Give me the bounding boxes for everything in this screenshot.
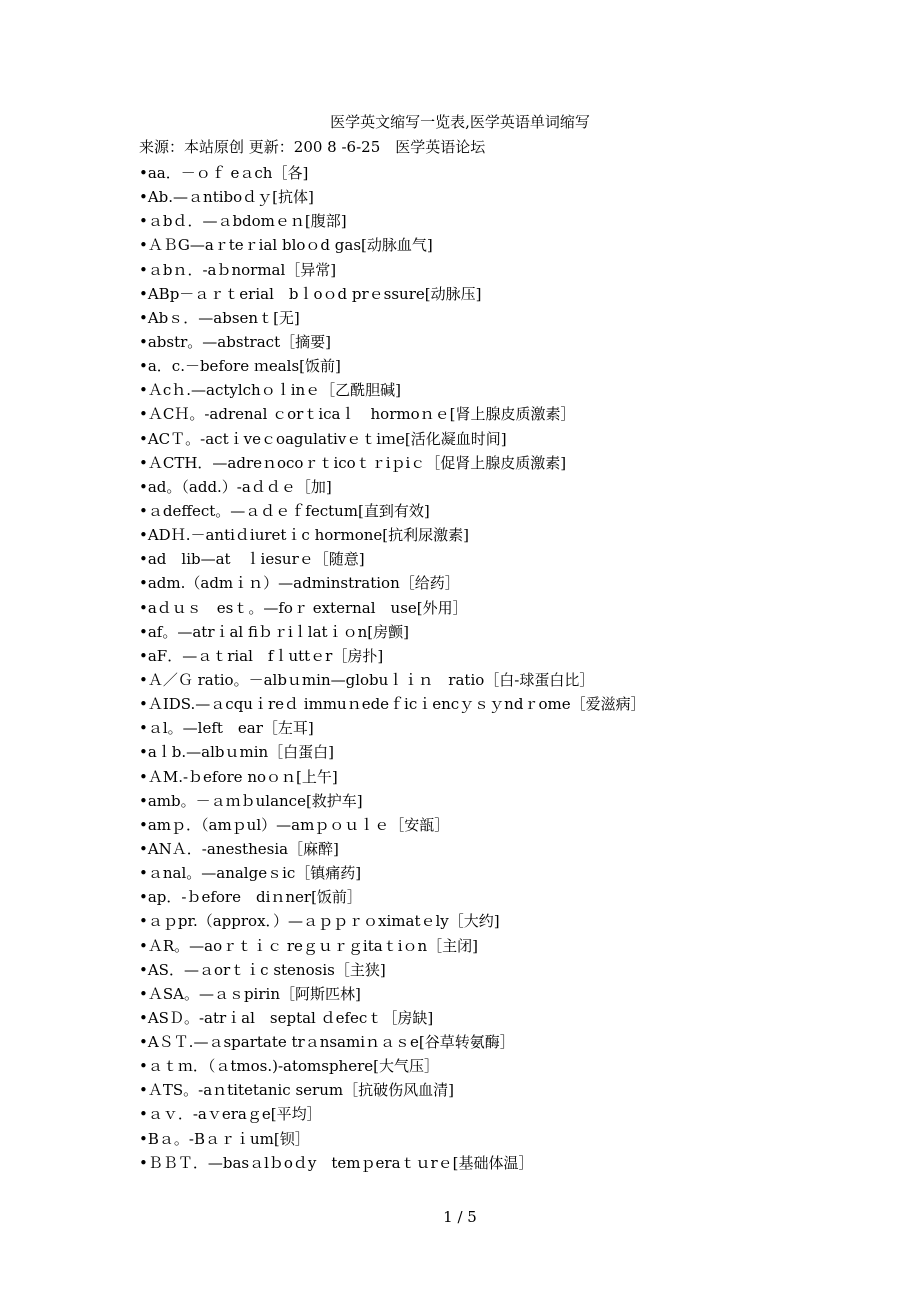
list-item: •amb。－ａｍｂulance[救护车] bbox=[139, 791, 363, 810]
list-item: •aｌb.—albｕmin［白蛋白] bbox=[139, 743, 335, 762]
list-item: •Ab.—ａntiboｄｙ[抗体] bbox=[139, 188, 314, 207]
list-item: •adm.（admｉｎ）—adminstration［给药］ bbox=[139, 574, 460, 593]
list-item: •ad。（add.）-aｄｄｅ［加] bbox=[139, 477, 332, 496]
list-item: •ａｖ．-aｖeraｇe[平均］ bbox=[139, 1105, 322, 1124]
list-item: •ａbｎ．-aｂnormal［异常] bbox=[139, 260, 337, 279]
list-item: •ANＡ．-anesthesia［麻醉] bbox=[139, 839, 339, 858]
list-item: •Abｓ．—absenｔ[无] bbox=[139, 308, 300, 327]
list-item: •ＡCＨ。-adrenal ｃorｔicaｌ hormoｎｅ[肾上腺皮质激素］ bbox=[139, 405, 576, 424]
page-number: 1 / 5 bbox=[443, 1208, 477, 1226]
list-item: •ＡR。—aoｒｔｉｃ reｇｕｒｇitaｔiｏn［主闭] bbox=[139, 936, 479, 955]
list-item: •ASＤ。-atrｉal septal ｄefecｔ［房缺] bbox=[139, 1008, 434, 1027]
list-item: •ａｐpr.（approx．）—ａｐｐｒｏximatｅly［大约] bbox=[139, 912, 500, 931]
list-item: •aF．—ａｔrial fｌuttｅr［房扑] bbox=[139, 646, 384, 665]
list-item: •ABp－ａｒｔerial bｌoｏd prｅssure[动脉压] bbox=[139, 284, 482, 303]
list-item: •aｄｕｓ esｔ。—foｒ external use[外用］ bbox=[139, 598, 468, 617]
list-item: •amｐ．（amｐul）—amｐｏｕｌｅ［安瓿］ bbox=[139, 815, 450, 834]
list-item: •AS．—ａorｔｉc stenosis［主狭] bbox=[139, 960, 386, 979]
document-title: 医学英文缩写一览表,医学英语单词缩写 bbox=[330, 113, 590, 131]
list-item: •ａｔｍ．（ａtmos.)-atomsphere[大气压］ bbox=[139, 1057, 439, 1076]
list-item: •ＢＢＴ．—basａlｂoｄy temｐeraｔｕrｅ[基础体温］ bbox=[139, 1153, 534, 1172]
list-item: •ＡCTH．—adreｎocoｒｔicoｔｒiｐiｃ［促肾上腺皮质激素] bbox=[139, 453, 567, 472]
list-item: •ap．-ｂefore diｎner[饭前］ bbox=[139, 888, 362, 907]
list-item: •ＡIDS.—ａcquｉreｄ immuｎedeｆicｉencｙｓｙndｒome［爱滋病］ bbox=[139, 695, 646, 714]
list-item: •ＡＢG—aｒteｒial bloｏd gas[动脉血气] bbox=[139, 236, 433, 255]
list-item: •ad lib—at ｌiesurｅ［随意] bbox=[139, 550, 365, 569]
list-item: •ＡM.-ｂefore noｏｎ[上午] bbox=[139, 767, 338, 786]
list-item: •ＡSA。—ａｓpirin［阿斯匹林] bbox=[139, 984, 361, 1003]
source-line: 来源：本站原创 更新：200 8 -6-25 医学英语论坛 bbox=[139, 138, 486, 156]
list-item: •ADＨ.－antiｄiuretｉc hormone[抗利尿激素] bbox=[139, 526, 469, 545]
abbreviation-list bbox=[139, 161, 839, 1175]
list-item: •ａnal。—analgeｓic［镇痛药] bbox=[139, 864, 362, 883]
list-item: •ＡTS。-aｎtitetanic serum［抗破伤风血清] bbox=[139, 1081, 454, 1100]
list-item: •ａdeffect。—ａｄｅｆfectum[直到有效] bbox=[139, 501, 430, 520]
list-item: •aa．－ｏｆ eａch［各] bbox=[139, 164, 309, 182]
list-item: •Bａ。-Bａｒｉum[钡］ bbox=[139, 1129, 310, 1148]
list-item: •Ａcｈ.—actylchｏｌinｅ［乙酰胆碱] bbox=[139, 381, 402, 400]
list-item: •ａbｄ．—ａbdomｅｎ[腹部] bbox=[139, 212, 347, 231]
list-item: •a．c.－before ｍeals[饭前] bbox=[139, 357, 341, 376]
list-item: •AＳＴ.—ａspartate trａnsamiｎａｓe[谷草转氨酶］ bbox=[139, 1033, 515, 1052]
list-item: •abstr。—abstract［摘要] bbox=[139, 332, 331, 351]
list-item: •af。—atrｉal fiｂｒiｌlatｉｏn[房颤] bbox=[139, 622, 409, 641]
list-item: •ａl。—left ear［左耳] bbox=[139, 719, 314, 738]
list-item: •Ａ／Ｇ ratio。－albｕmin—globuｌｉｎ ratio［白-球蛋白比］ bbox=[139, 670, 595, 689]
list-item: •ACＴ。-actｉveｃoagulativｅｔiｍe[活化凝血时间] bbox=[139, 429, 507, 448]
